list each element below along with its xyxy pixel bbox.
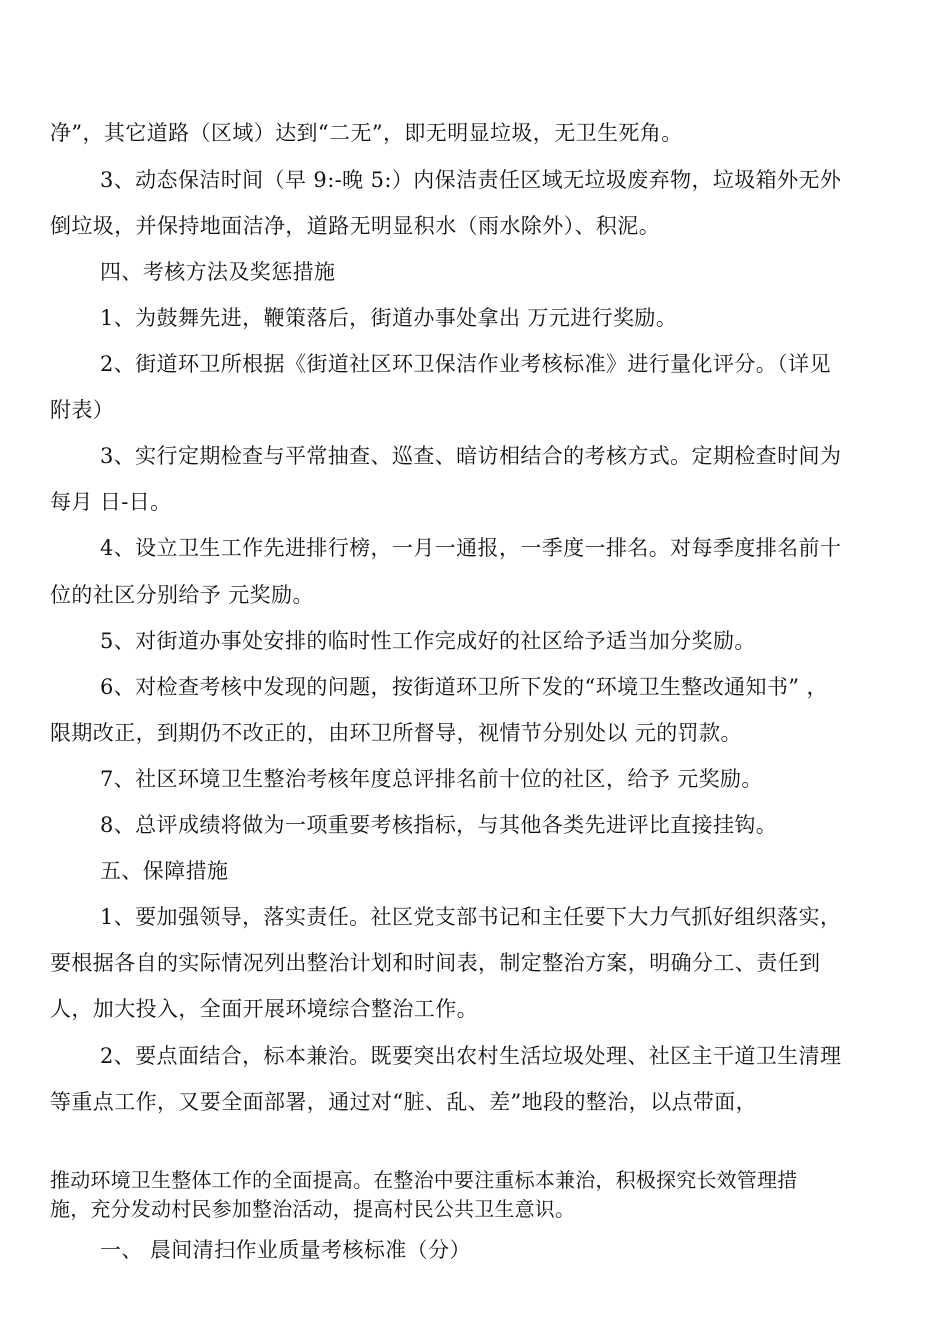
section-heading-4: 四、考核方法及奖惩措施 [100,260,336,284]
text-line-11: 位的社区分别给予 元奖励。 [50,583,314,607]
text-line-8: 3、实行定期检查与平常抽查、巡查、暗访相结合的考核方式。定期检查时间为 [100,444,842,468]
text-line-5: 1、为鼓舞先进，鞭策落后，街道办事处拿出 万元进行奖励。 [100,306,678,330]
text-line-14: 限期改正，到期仍不改正的，由环卫所督导，视情节分别处以 元的罚款。 [50,721,742,745]
text-line-18: 1、要加强领导，落实责任。社区党支部书记和主任要下大力气抓好组织落实， [100,905,842,929]
section-heading-17: 五、保障措施 [100,859,229,883]
table-caption: 一、 晨间清扫作业质量考核标准（分） [100,1238,471,1262]
text-line-16: 8、总评成绩将做为一项重要考核指标，与其他各类先进评比直接挂钩。 [100,813,778,837]
text-line-12: 5、对街道办事处安排的临时性工作完成好的社区给予适当加分奖励。 [100,629,756,653]
text-line-7: 附表） [50,398,115,422]
text-line-22: 等重点工作，又要全面部署，通过对“脏、乱、差”地段的整治，以点带面， [50,1090,758,1114]
text-line-10: 4、设立卫生工作先进排行榜，一月一通报，一季度一排名。对每季度排名前十 [100,536,842,560]
text-line-19: 要根据各自的实际情况列出整治计划和时间表，制定整治方案，明确分工、责任到 [50,951,821,975]
text-line-2: 3、动态保洁时间（早 9:-晚 5:）内保洁责任区域无垃圾废弃物，垃圾箱外无外 [100,168,842,192]
text-line-23: 推动环境卫生整体工作的全面提高。在整治中要注重标本兼治，积极探究长效管理措 [50,1168,798,1192]
text-line-3: 倒垃圾，并保持地面洁净，道路无明显积水（雨水除外）、积泥。 [50,214,661,238]
text-line-6: 2、街道环卫所根据《街道社区环卫保洁作业考核标准》进行量化评分。（详见 [100,352,831,376]
text-line-24: 施，充分发动村民参加整治活动，提高村民公共卫生意识。 [50,1197,576,1221]
text-line-1: 净”，其它道路（区域）达到“二无”，即无明显垃圾，无卫生死角。 [50,121,683,145]
text-line-13: 6、对检查考核中发现的问题，按街道环卫所下发的“环境卫生整改通知书” ， [100,675,828,699]
text-line-9: 每月 日-日。 [50,490,172,514]
text-line-15: 7、社区环境卫生整治考核年度总评排名前十位的社区，给予 元奖励。 [100,767,763,791]
text-line-20: 人，加大投入，全面开展环境综合整治工作。 [50,997,478,1021]
text-line-21: 2、要点面结合，标本兼治。既要突出农村生活垃圾处理、社区主干道卫生清理 [100,1044,842,1068]
